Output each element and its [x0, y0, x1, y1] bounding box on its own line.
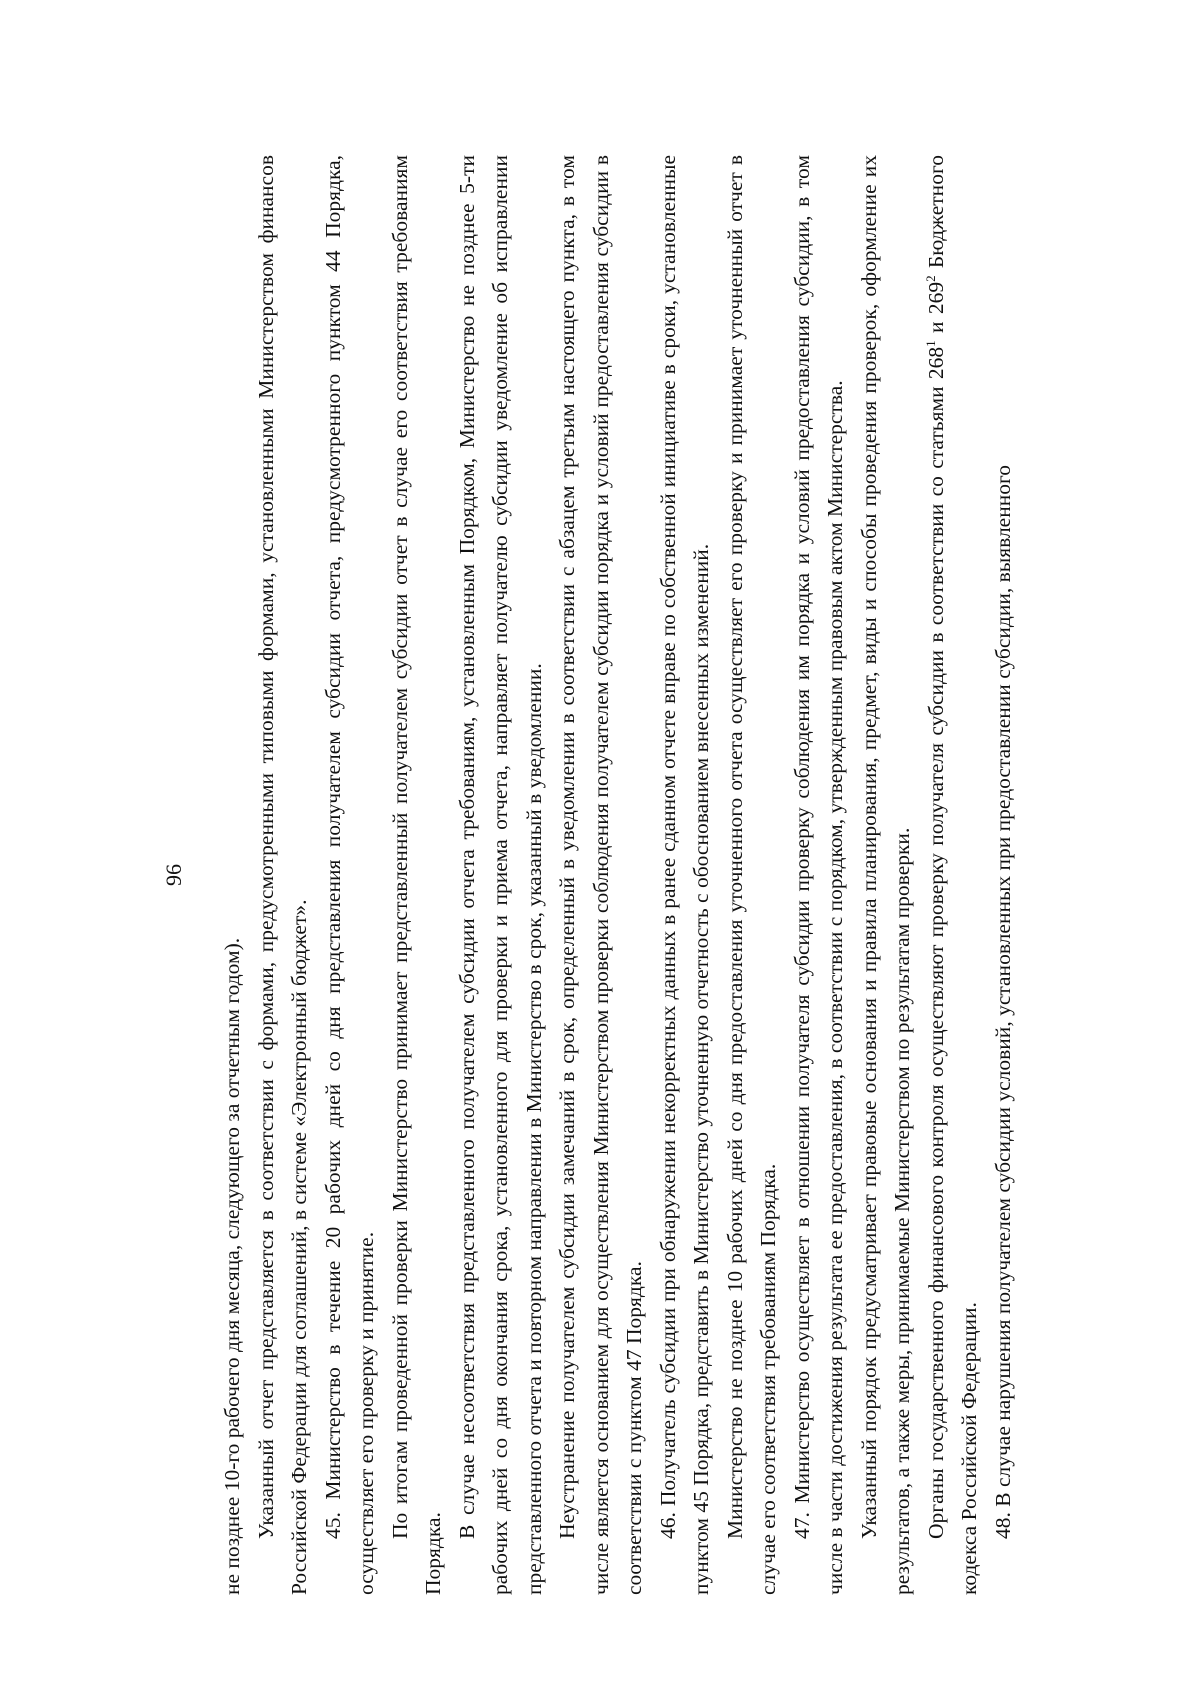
paragraph-4: По итогам проведенной проверки Министерство принимает представленный получателем субсидии отчет в случае его соответствия требованиям Порядка. [387, 155, 445, 1595]
paragraph-6: Неустранение получателем субсидии замечаний в срок, определенный в уведомлении в соответствии с абзацем третьим настоящего пункта, в том числе является основанием для осуществления Министерством проверки соблюдения получателем субсидии порядка и условий предоставления субсидии в соответствии с пунктом 47 Порядка. [555, 155, 646, 1595]
paragraph-12: 48. В случае нарушения получателем субсидии условий, установленных при предоставлении субсидии, выявленного [990, 464, 1015, 1539]
superscript-1: 1 [922, 340, 938, 347]
paragraph-11 [920, 155, 987, 1595]
superscript-2: 2 [922, 275, 938, 282]
paragraph-3: 45. Министерство в течение 20 рабочих дней со дня представления получателем субсидии отчета, предусмотренного пунктом 44 Порядка, осуществляет его проверку и принятие. [320, 155, 378, 1595]
paragraph-9: 47. Министерство осуществляет в отношении получателя субсидии проверку соблюдения им порядка и условий предоставления субсидии, в том числе в части достижения результата ее предоставления, в соответствии с порядком, утвержденным правовым актом Министерства. [789, 155, 847, 1595]
paragraph-1: не позднее 10-го рабочего дня месяца, следующего за отчетным годом). [220, 937, 244, 1595]
paragraph-11-part-2: и 269 [923, 281, 948, 341]
paragraph-5: В случае несоответствия представленного получателем субсидии отчета требованиям, установленным Порядком, Министерство не позднее 5-ти рабочих дней со дня окончания срока, установленного для проверки и приема отчета, направляет получателю субсидии уведомление об исправлении представленного отчета и повторном направлении в Министерство в срок, указанный в уведомлении. [454, 155, 546, 1595]
page-number: 96 [161, 864, 186, 886]
paragraph-11-part-1: Органы государственного финансового контроля осуществляют проверку получателя субсидии в соответствии со статьями 268 [923, 346, 948, 1539]
paragraph-10: Указанный порядок предусматривает правовые основания и правила планирования, предмет, виды и способы проведения проверок, оформление их результатов, а также меры, принимаемые Министерством по результатам проверки. [856, 155, 914, 1595]
rotated-page [160, 155, 1200, 1595]
paragraph-7: 46. Получатель субсидии при обнаружении некорректных данных в ранее сданном отчете вправе по собственной инициативе в сроки, установленные пунктом 45 Порядка, представить в Министерство уточненную отчетность с обоснованием внесенных изменений. [655, 155, 713, 1595]
paragraph-2: Указанный отчет представляется в соответствии с формами, предусмотренными типовыми формами, установленными Министерством финансов Российской Федерации для соглашений, в системе «Электронный бюджет». [253, 155, 311, 1595]
document-body [216, 155, 1020, 1595]
paragraph-11-part-3: Бюджетного кодекса Российской Федерации. [923, 155, 981, 1595]
paragraph-8: Министерство не позднее 10 рабочих дней со дня предоставления уточненного отчета осуществляет его проверку и принимает уточненный отчет в случае его соответствия требованиям Порядка. [722, 155, 780, 1595]
